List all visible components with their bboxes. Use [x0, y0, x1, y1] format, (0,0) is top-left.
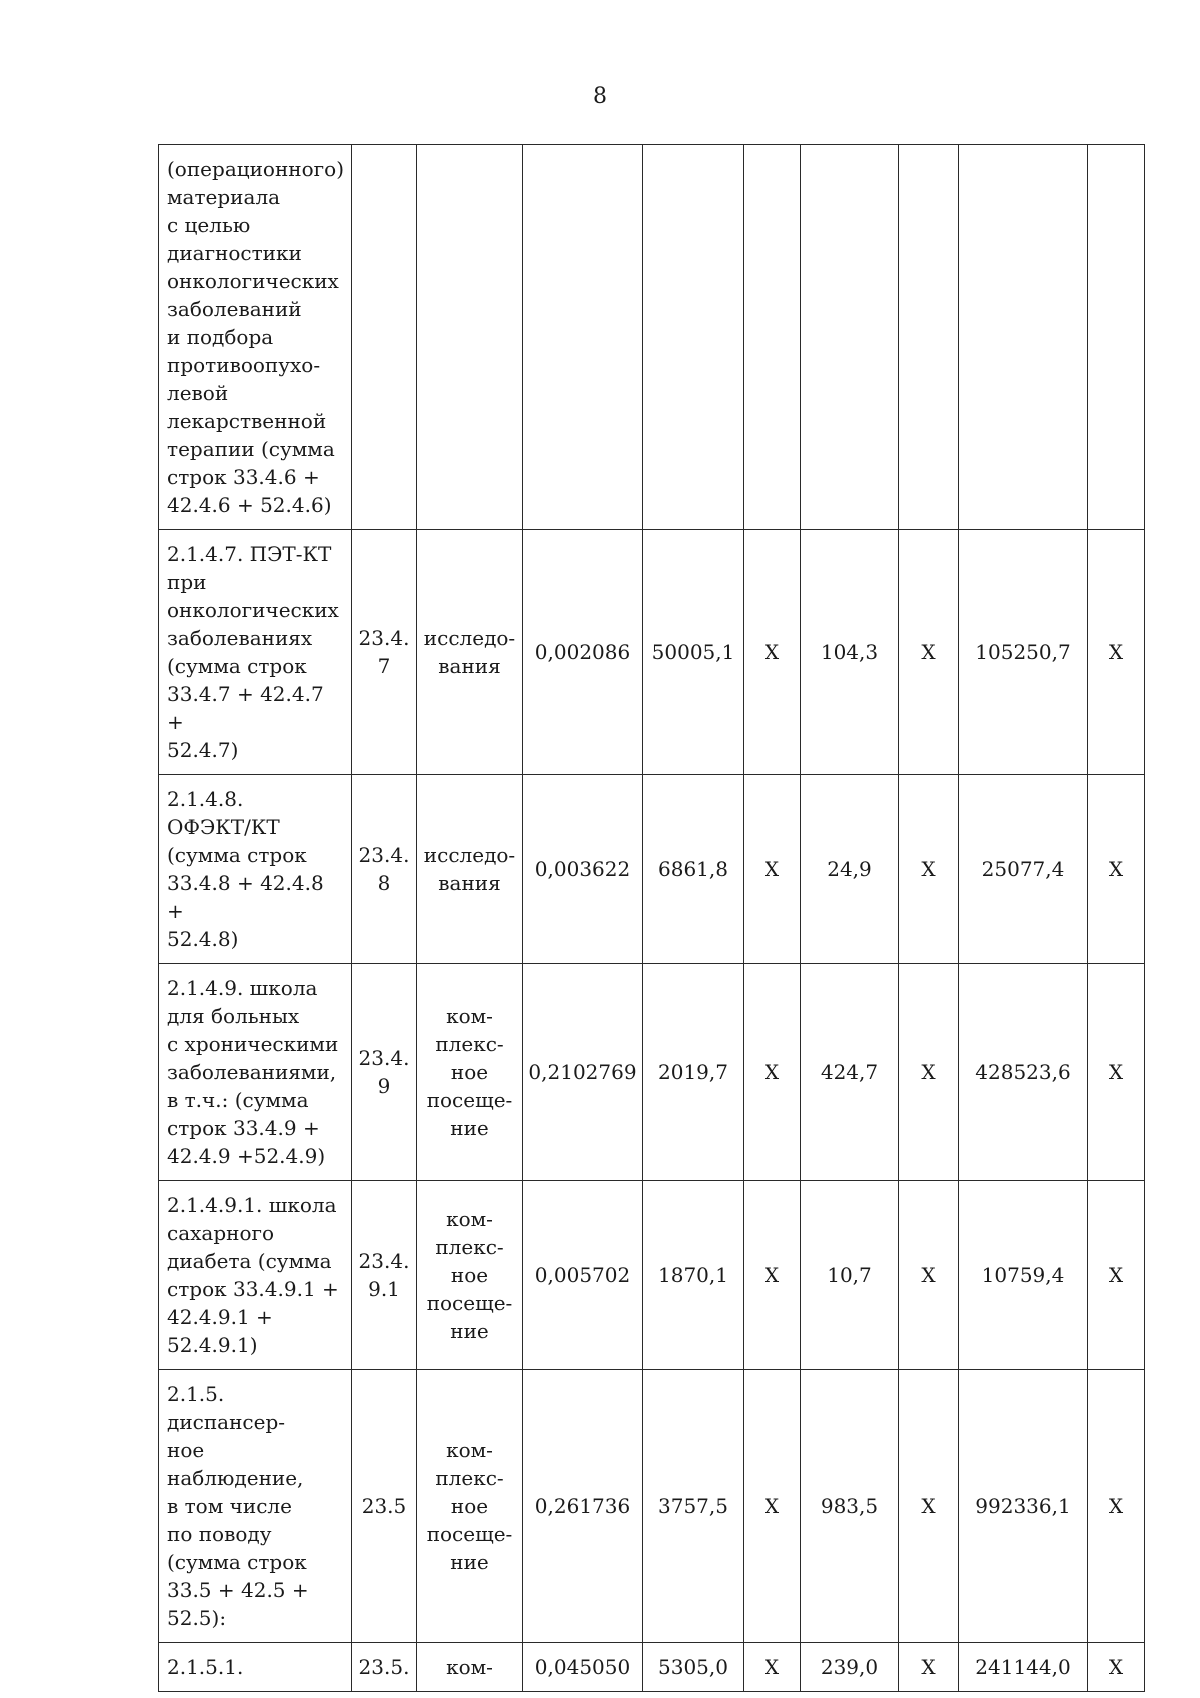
cell-x: X: [1088, 964, 1145, 1181]
table-row: [159, 530, 1145, 775]
cell-x: X: [1088, 1181, 1145, 1370]
cell-total: 25077,4: [959, 775, 1088, 964]
cell-volume: 0,045050: [523, 1643, 643, 1692]
cell-volume: 0,261736: [523, 1370, 643, 1643]
cell-total: 105250,7: [959, 530, 1088, 775]
cell-x: X: [744, 530, 801, 775]
cell-x: X: [1088, 530, 1145, 775]
cell-unit: [417, 145, 523, 530]
cell-code: 23.5: [352, 1370, 417, 1643]
cell-cost: 1870,1: [643, 1181, 744, 1370]
cell-name: 2.1.4.7. ПЭТ-КТ при онкологических заболеваниях (сумма строк 33.4.7 + 42.4.7 + 52.4.7): [159, 530, 352, 775]
cell-name: 2.1.5.1.: [159, 1643, 352, 1692]
cell-x: X: [744, 1643, 801, 1692]
cell-total: 10759,4: [959, 1181, 1088, 1370]
cell-unit: ком- плекс- ное посеще- ние: [417, 964, 523, 1181]
cell-x: X: [899, 530, 959, 775]
cell-x: [744, 145, 801, 530]
cell-cost: [643, 145, 744, 530]
cell-total: 241144,0: [959, 1643, 1088, 1692]
table-row: [159, 145, 1145, 530]
cell-volume: [523, 145, 643, 530]
cell-unit: ком-: [417, 1643, 523, 1692]
cell-code: 23.4. 9.1: [352, 1181, 417, 1370]
table-body: [159, 145, 1145, 1692]
cell-cost: 2019,7: [643, 964, 744, 1181]
cell-total: 992336,1: [959, 1370, 1088, 1643]
cell-code: [352, 145, 417, 530]
cell-x: X: [899, 964, 959, 1181]
cell-volume: 0,005702: [523, 1181, 643, 1370]
table-row: [159, 1370, 1145, 1643]
cell-x: X: [744, 775, 801, 964]
cell-amount: 10,7: [801, 1181, 899, 1370]
cell-unit: исследо- вания: [417, 530, 523, 775]
cell-x: X: [1088, 1370, 1145, 1643]
cell-amount: 104,3: [801, 530, 899, 775]
cell-amount: 983,5: [801, 1370, 899, 1643]
cell-x: [1088, 145, 1145, 530]
page-number: 8: [593, 84, 607, 109]
cell-x: X: [744, 964, 801, 1181]
cell-cost: 6861,8: [643, 775, 744, 964]
cell-code: 23.5.: [352, 1643, 417, 1692]
cell-unit: исследо- вания: [417, 775, 523, 964]
cell-x: [899, 145, 959, 530]
cell-code: 23.4. 8: [352, 775, 417, 964]
cell-cost: 50005,1: [643, 530, 744, 775]
cell-x: X: [1088, 1643, 1145, 1692]
table-row: [159, 964, 1145, 1181]
cell-total: [959, 145, 1088, 530]
cell-amount: 24,9: [801, 775, 899, 964]
cell-name: (операционного) материала с целью диагностики онкологических заболеваний и подбора противоопухо- левой лекарственной терапии (сумма строк 33.4.6 + 42.4.6 + 52.4.6): [159, 145, 352, 530]
cell-volume: 0,2102769: [523, 964, 643, 1181]
cell-x: X: [1088, 775, 1145, 964]
cell-total: 428523,6: [959, 964, 1088, 1181]
cell-name: 2.1.4.9.1. школа сахарного диабета (сумма строк 33.4.9.1 + 42.4.9.1 + 52.4.9.1): [159, 1181, 352, 1370]
cell-x: X: [899, 1181, 959, 1370]
cell-name: 2.1.4.8. ОФЭКТ/КТ (сумма строк 33.4.8 + 42.4.8 + 52.4.8): [159, 775, 352, 964]
cell-x: X: [899, 1370, 959, 1643]
cell-x: X: [744, 1370, 801, 1643]
cell-unit: ком- плекс- ное посеще- ние: [417, 1181, 523, 1370]
cell-name: 2.1.5. диспансер- ное наблюдение, в том числе по поводу (сумма строк 33.5 + 42.5 + 52.5):: [159, 1370, 352, 1643]
cell-volume: 0,002086: [523, 530, 643, 775]
medical-care-table: [158, 144, 1145, 1692]
cell-amount: 424,7: [801, 964, 899, 1181]
table-row: [159, 1643, 1145, 1692]
cell-name: 2.1.4.9. школа для больных с хроническими заболеваниями, в т.ч.: (сумма строк 33.4.9 + 42.4.9 +52.4.9): [159, 964, 352, 1181]
cell-unit: ком- плекс- ное посеще- ние: [417, 1370, 523, 1643]
cell-x: X: [899, 1643, 959, 1692]
cell-code: 23.4. 7: [352, 530, 417, 775]
table-row: [159, 1181, 1145, 1370]
cell-x: X: [744, 1181, 801, 1370]
cell-cost: 3757,5: [643, 1370, 744, 1643]
cell-amount: [801, 145, 899, 530]
cell-x: X: [899, 775, 959, 964]
cell-code: 23.4. 9: [352, 964, 417, 1181]
table-row: [159, 775, 1145, 964]
cell-cost: 5305,0: [643, 1643, 744, 1692]
cell-amount: 239,0: [801, 1643, 899, 1692]
cell-volume: 0,003622: [523, 775, 643, 964]
